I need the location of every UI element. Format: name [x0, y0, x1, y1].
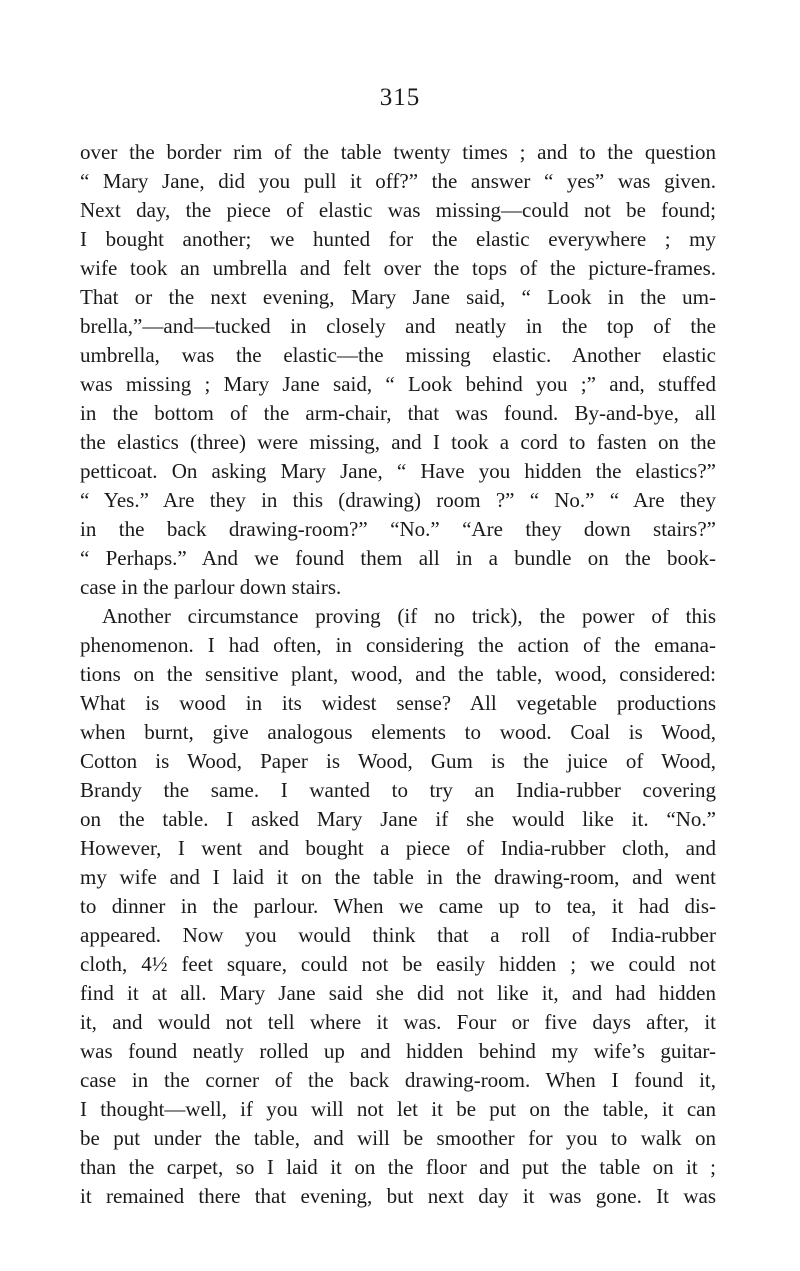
text-line: wife took an umbrella and felt over the tops of the picture-frames. [80, 256, 716, 280]
text-line: than the carpet, so I laid it on the floor and put the table on it ; [80, 1155, 716, 1179]
paragraph [80, 138, 716, 602]
text-line: it, and would not tell where it was. Four or five days after, it [80, 1010, 716, 1034]
text-line: However, I went and bought a piece of India-rubber cloth, and [80, 836, 716, 860]
text-line: the elastics (three) were missing, and I took a cord to fasten on the [80, 430, 716, 454]
text-line: on the table. I asked Mary Jane if she would like it. “No.” [80, 807, 716, 831]
text-line: That or the next evening, Mary Jane said, “ Look in the um- [80, 285, 716, 309]
text-line: my wife and I laid it on the table in the drawing-room, and went [80, 865, 716, 889]
text-line: be put under the table, and will be smoother for you to walk on [80, 1126, 716, 1150]
text-line: cloth, 4½ feet square, could not be easily hidden ; we could not [80, 952, 716, 976]
text-line: I thought—well, if you will not let it be put on the table, it can [80, 1097, 716, 1121]
text-line: Cotton is Wood, Paper is Wood, Gum is the juice of Wood, [80, 749, 716, 773]
text-line: to dinner in the parlour. When we came up to tea, it had dis- [80, 894, 716, 918]
text-line: umbrella, was the elastic—the missing elastic. Another elastic [80, 343, 716, 367]
text-line: What is wood in its widest sense? All vegetable productions [80, 691, 716, 715]
text-line: case in the parlour down stairs. [80, 575, 342, 599]
text-line: “ Perhaps.” And we found them all in a bundle on the book- [80, 546, 716, 570]
text-line: over the border rim of the table twenty times ; and to the question [80, 140, 716, 164]
text-line: Another circumstance proving (if no trick), the power of this [102, 604, 716, 628]
text-line: “ Yes.” Are they in this (drawing) room ?” “ No.” “ Are they [80, 488, 716, 512]
text-line: it remained there that evening, but next day it was gone. It was [80, 1184, 716, 1208]
paragraph [80, 602, 716, 1211]
text-line: Next day, the piece of elastic was missing—could not be found; [80, 198, 716, 222]
body-text [80, 138, 716, 1211]
text-line: brella,”—and—tucked in closely and neatly in the top of the [80, 314, 716, 338]
text-line: in the bottom of the arm-chair, that was found. By-and-bye, all [80, 401, 716, 425]
text-line: Brandy the same. I wanted to try an India-rubber covering [80, 778, 716, 802]
text-line: case in the corner of the back drawing-room. When I found it, [80, 1068, 716, 1092]
text-line: phenomenon. I had often, in considering the action of the emana- [80, 633, 716, 657]
page-number: 315 [379, 84, 421, 111]
text-line: tions on the sensitive plant, wood, and the table, wood, considered: [80, 662, 716, 686]
text-line: I bought another; we hunted for the elastic everywhere ; my [80, 227, 716, 251]
text-line: find it at all. Mary Jane said she did not like it, and had hidden [80, 981, 716, 1005]
text-line: “ Mary Jane, did you pull it off?” the answer “ yes” was given. [80, 169, 716, 193]
text-line: petticoat. On asking Mary Jane, “ Have you hidden the elastics?” [80, 459, 716, 483]
text-line: in the back drawing-room?” “No.” “Are they down stairs?” [80, 517, 716, 541]
text-line: was found neatly rolled up and hidden behind my wife’s guitar- [80, 1039, 716, 1063]
text-line: appeared. Now you would think that a roll of India-rubber [80, 923, 716, 947]
text-line: when burnt, give analogous elements to wood. Coal is Wood, [80, 720, 716, 744]
text-line: was missing ; Mary Jane said, “ Look behind you ;” and, stuffed [80, 372, 716, 396]
